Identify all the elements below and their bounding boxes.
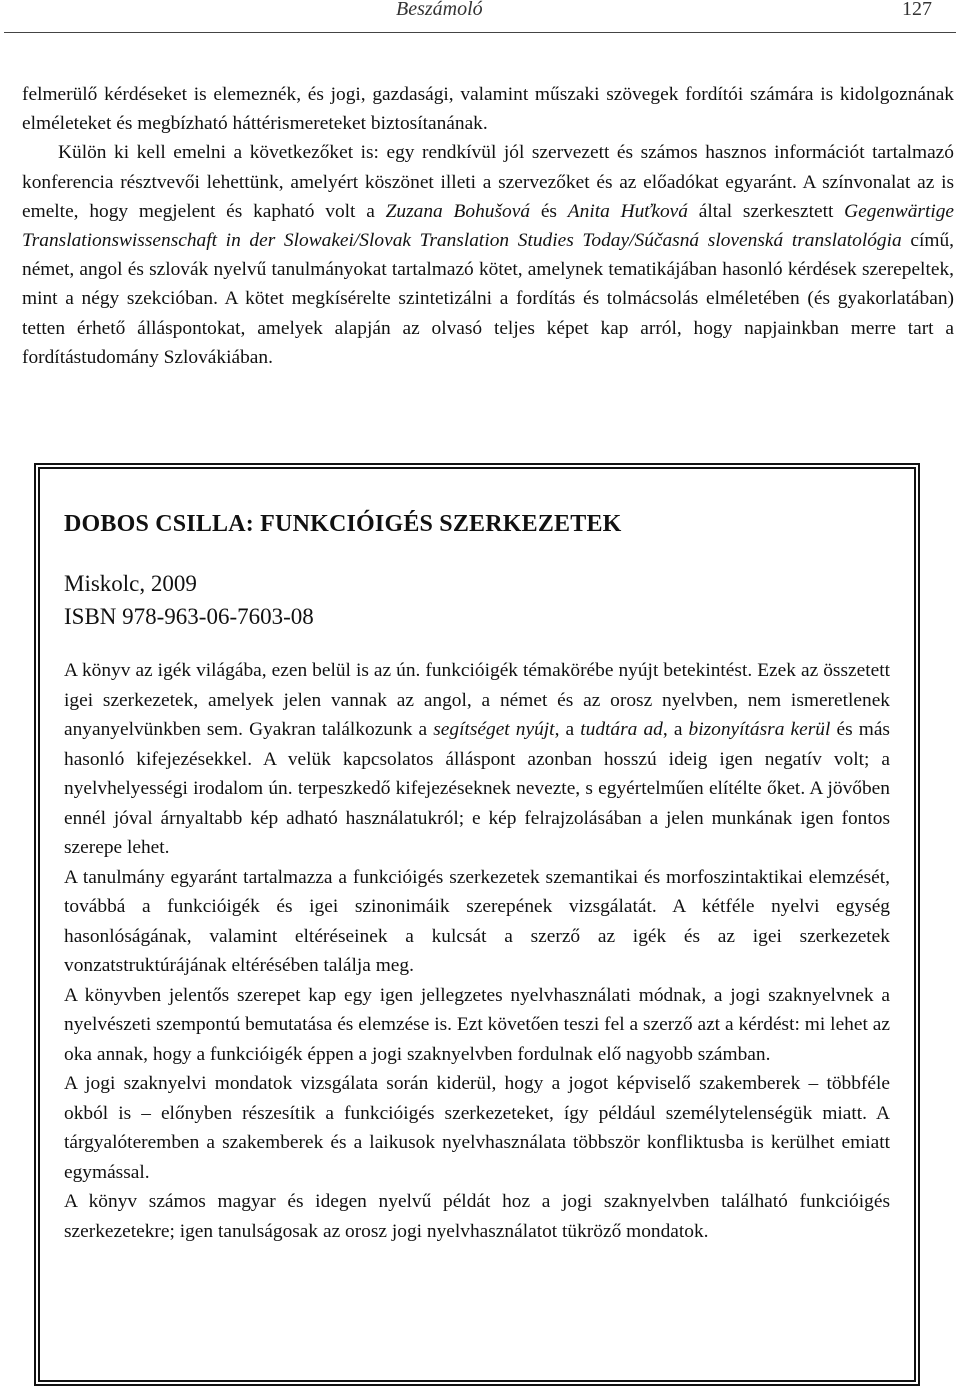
review-paragraph-1 xyxy=(64,656,890,863)
volume-title: Gegenwärtige Translationswissenschaft in der Slowakei/Slovak Translation Studies Today/Súčasná slovenská translatológia xyxy=(22,200,955,252)
intro-p2-text-c: által szerkesztett xyxy=(687,200,845,222)
review-p1-text-a: A könyv az igék világába, ezen belül is az ún. funkcióigék témakörébe nyújt betekintést. Ezek az összetett igei szerkezetek, amelyek jelen vannak az angol, a német és az orosz nyelvben, nem ismeretlenek anyanyelvünkben sem. Gyakran találkozunk a xyxy=(64,660,890,740)
review-body xyxy=(64,656,890,1246)
review-paragraph-3: A könyvben jelentős szerepet kap egy igen jellegzetes nyelvhasználati módnak, a jogi szaknyelvnek a nyelvészeti szempontú bemutatása és elemzése is. Ezt követően teszi fel a szerző azt a kérdést: mi lehet az oka annak, hogy a funkcióigék éppen a jogi szaknyelvben fordulnak elő nagyobb számban. xyxy=(64,984,890,1065)
intro-paragraph-1: felmerülő kérdéseket is elemeznék, és jogi, gazdasági, valamint műszaki szövegek fordítói számára is kidolgoznának elméleteket és megbízható háttérismereteket biztosítanának. xyxy=(22,84,954,135)
example-phrase-2: tudtára ad xyxy=(580,719,663,740)
book-review-box xyxy=(34,463,920,1386)
running-header xyxy=(0,0,960,34)
intro-p2-text-d: című, német, angol és szlovák nyelvű tanulmányokat tartalmazó kötet, amelynek tematikájában hasonló kérdések szerepeltek, mint a négy szekcióban. A kötet megkísérelte szintetizálni a fordítás és tolmácsolás elméletében (és gyakorlatában) tetten érhető álláspontokat, amelyek alapján az olvasó teljes képet kap arról, hogy napjainkban merre tart a fordítástudomány Szlovákiában. xyxy=(22,230,954,368)
header-rule xyxy=(4,32,956,33)
review-title: DOBOS CSILLA: FUNKCIÓIGÉS SZERKEZETEK xyxy=(64,511,622,537)
editor-name-2: Anita Huťková xyxy=(567,200,688,222)
page-number: 127 xyxy=(902,0,932,20)
intro-text xyxy=(22,80,954,372)
review-p1-sep-2: , a xyxy=(662,719,689,740)
publication-place-year: Miskolc, 2009 xyxy=(64,571,197,596)
example-phrase-1: segítséget nyújt xyxy=(433,719,555,740)
review-paragraph-4: A jogi szaknyelvi mondatok vizsgálata során kiderül, hogy a jogot képviselő szakemberek – többféle okból is – előnyben részesítik a funkcióigés szerkezeteket, így például személytelenségük miatt. A tárgyalóteremben a szakemberek és a laikusok nyelvhasználata többször konfliktusba is kerülhet emiatt egymással. xyxy=(64,1073,890,1183)
book-review-content xyxy=(64,509,890,1246)
intro-p2-text-b: és xyxy=(530,200,568,222)
review-p1-text-b: és más hasonló kifejezésekkel. A velük kapcsolatos álláspont azonban hosszú ideig igen negatív volt; a nyelvhelyességi irodalom ún. terpeszkedő kifejezéseknek nevezte, s egyértelműen elítélte őket. A jövőben ennél jóval árnyaltabb kép adható használatukról; e kép felrajzolásában a jelen munkának igen fontos szerepe lehet. xyxy=(64,719,890,858)
isbn: ISBN 978-963-06-7603-08 xyxy=(64,604,314,629)
intro-p2-text-a: Külön ki kell emelni a következőket is: egy rendkívül jól szervezett és számos hasznos információt tartalmazó konferencia résztvevői lehettünk, amelyért köszönet illeti a szervezőket és az előadókat egyaránt. A színvonalat az is emelte, hogy megjelent és kapható volt a xyxy=(22,142,954,222)
review-paragraph-5: A könyv számos magyar és idegen nyelvű példát hoz a jogi szaknyelvben található funkcióigés szerkezetekre; igen tanulságosak az orosz jogi nyelvhasználatot tükröző mondatok. xyxy=(64,1191,890,1242)
intro-paragraph-2 xyxy=(22,138,954,372)
review-p1-sep-1: , a xyxy=(554,719,581,740)
editor-name-1: Zuzana Bohušová xyxy=(385,200,531,222)
example-phrase-3: bizonyításra kerül xyxy=(688,719,831,740)
review-publication-info xyxy=(64,567,890,633)
running-head-title: Beszámoló xyxy=(396,0,483,20)
review-paragraph-2: A tanulmány egyaránt tartalmazza a funkcióigés szerkezetek szemantikai és morfoszintaktikai elemzését, továbbá a funkcióigék és igei szinonimáik szerepének vizsgálatát. A kétféle nyelvi egység hasonlóságának, valamint eltéréseinek a kulcsát a szerző az igék és az igei szerkezetek vonzatstruktúrájának eltérésében találja meg. xyxy=(64,866,890,976)
